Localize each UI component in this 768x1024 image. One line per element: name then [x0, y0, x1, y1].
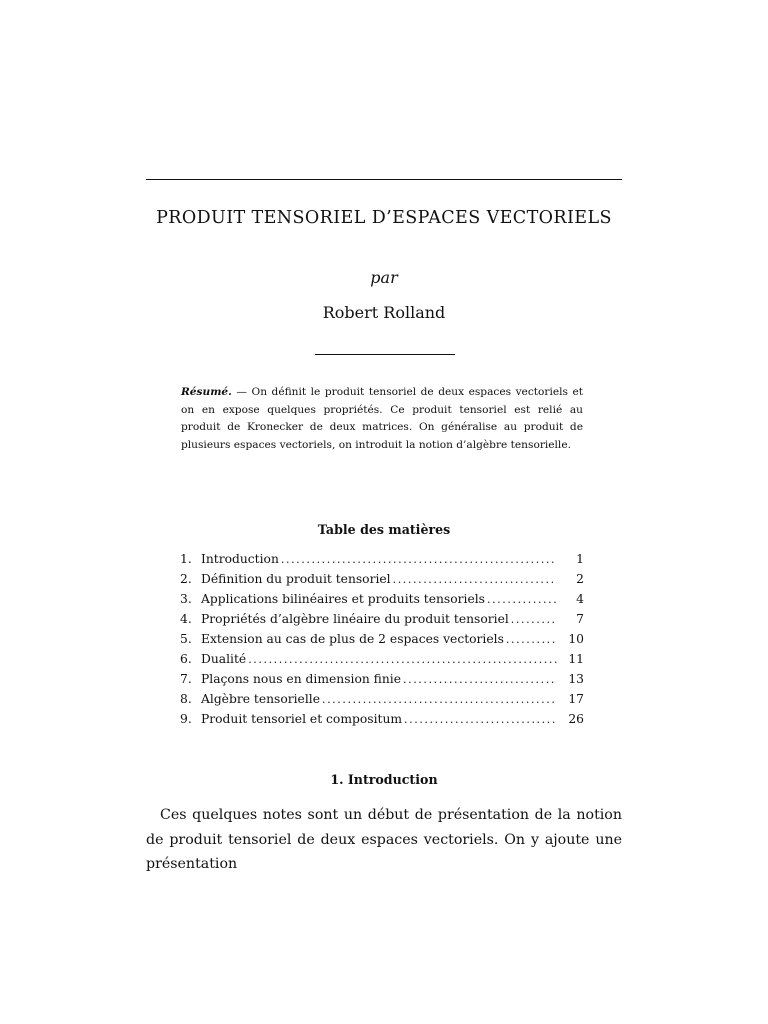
body-paragraph: Ces quelques notes sont un début de présentation de la notion de produit tensoriel de deux espaces vectoriels. On y ajoute une présentation — [146, 807, 622, 872]
toc-entry-number: 2. — [180, 572, 192, 586]
toc-entry-label: Produit tensoriel et compositum — [201, 712, 403, 726]
byline: par — [370, 268, 398, 287]
toc-entry-page: 1 — [576, 552, 584, 566]
toc-entry-page: 26 — [568, 712, 584, 726]
toc-entry[interactable] — [180, 689, 584, 709]
toc-entry-label: Applications bilinéaires et produits tensoriels — [201, 592, 485, 606]
toc-entry[interactable] — [180, 609, 584, 629]
toc-leader-dots — [506, 630, 557, 650]
toc-entry-label: Extension au cas de plus de 2 espaces vectoriels — [201, 632, 504, 646]
toc-leader-dots — [248, 650, 557, 670]
toc-entry-page: 17 — [568, 692, 584, 706]
abstract-separator: — — [231, 386, 252, 398]
toc-leader-dots — [404, 710, 557, 730]
toc-entry-number: 3. — [180, 592, 192, 606]
toc-entry-page: 11 — [568, 652, 584, 666]
toc-entry-number: 9. — [180, 712, 192, 726]
toc-entry-page: 4 — [576, 592, 584, 606]
toc-leader-dots — [281, 550, 557, 570]
toc-entry[interactable] — [180, 569, 584, 589]
toc-entry-label: Algèbre tensorielle — [201, 692, 320, 706]
toc-entry[interactable] — [180, 549, 584, 569]
toc-leader-dots — [322, 690, 557, 710]
toc-leader-dots — [393, 570, 557, 590]
top-rule — [146, 179, 622, 180]
toc-leader-dots — [403, 670, 557, 690]
author-name: Robert Rolland — [322, 303, 446, 322]
toc-entry-page: 7 — [576, 612, 584, 626]
toc-entry-number: 1. — [180, 552, 192, 566]
toc-entry-number: 6. — [180, 652, 192, 666]
toc-entry-label: Plaçons nous en dimension finie — [201, 672, 402, 686]
paper-title: PRODUIT TENSORIEL D’ESPACES VECTORIELS — [156, 208, 612, 228]
toc-entry-label: Définition du produit tensoriel — [201, 572, 391, 586]
toc-entry-page: 2 — [576, 572, 584, 586]
toc-entry[interactable] — [180, 629, 584, 649]
toc-entry-number: 4. — [180, 612, 192, 626]
toc-entry[interactable] — [180, 589, 584, 609]
toc-entry-label: Propriétés d’algèbre linéaire du produit tensoriel — [201, 612, 509, 626]
toc-entry[interactable] — [180, 709, 584, 729]
toc-entry[interactable] — [180, 669, 584, 689]
table-of-contents — [180, 549, 584, 729]
toc-leader-dots — [511, 610, 557, 630]
section-heading: 1. Introduction — [330, 772, 438, 787]
toc-entry-number: 5. — [180, 632, 192, 646]
toc-entry-label: Dualité — [201, 652, 247, 666]
toc-entry[interactable] — [180, 649, 584, 669]
toc-entry-page: 10 — [568, 632, 584, 646]
abstract-text: On définit le produit tensoriel de deux espaces vectoriels et on en expose quelques propriétés. Ce produit tensoriel est relié au produit de Kronecker de deux matrices. On généralise au produit de plusieurs espaces vectoriels, on introduit la notion d’algèbre tensorielle. — [181, 386, 583, 451]
toc-leader-dots — [487, 590, 557, 610]
toc-entry-label: Introduction — [201, 552, 279, 566]
title-separator-rule — [315, 354, 455, 355]
abstract-label: Résumé. — [181, 386, 232, 398]
toc-entry-number: 7. — [180, 672, 192, 686]
abstract — [181, 384, 583, 454]
toc-title: Table des matières — [317, 522, 451, 537]
toc-entry-number: 8. — [180, 692, 192, 706]
toc-entry-page: 13 — [568, 672, 584, 686]
